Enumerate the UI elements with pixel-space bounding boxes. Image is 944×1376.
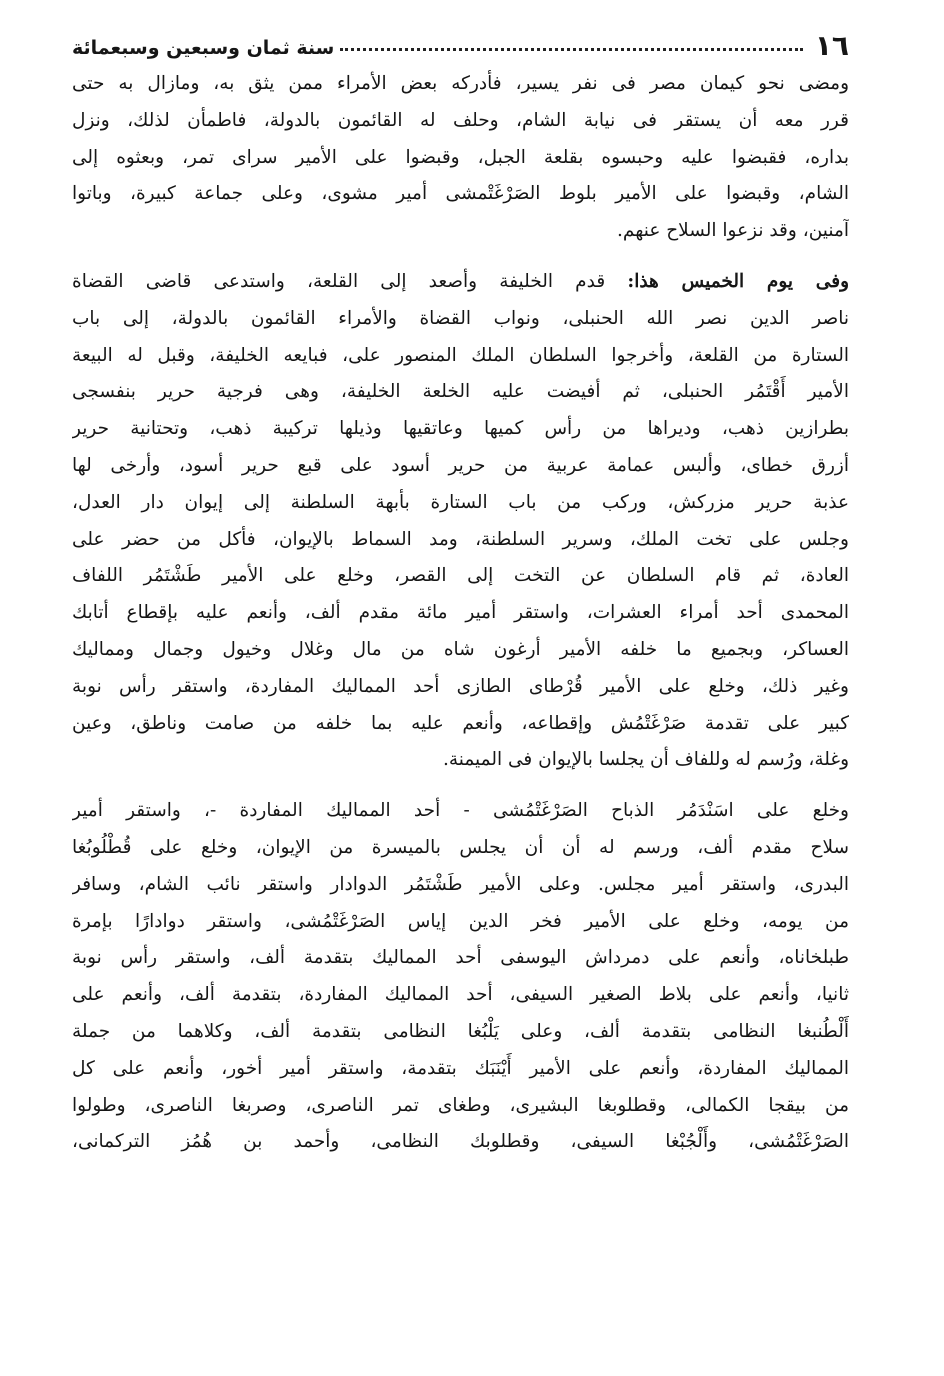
text-line: الصَرْغَتْمُشى، وأَلْجُبْغا السيفى، وقطلوبك النظامى، وأحمد بن هُمُز التركمانى،	[72, 1131, 849, 1153]
text-line: ناصر الدين نصر الله الحنبلى، ونواب القضاة والأمراء القائمون بالدولة، إلى باب	[72, 307, 849, 329]
text-line: وخلع على اسَنْدَمُر الذباح الصَرْغَتْمُشى - أحد المماليك المفاردة -، واستقر أمير	[72, 800, 849, 822]
page-number: ١٦	[814, 29, 849, 62]
text-line: قرر معه أن يستقر فى نيابة الشام، وحلف له القائمون بالدولة، فاطمأن لذلك، ونزل	[72, 109, 849, 131]
text-line: أزرق خطاى، وألبس عمامة عربية من حرير أسود على قبع حرير أسود، وأرخى لها	[72, 454, 849, 476]
text-line: المحمدى أحد أمراء العشرات، واستقر أمير مائة مقدم ألف، وأنعم عليه بإقطاع أتابك	[72, 602, 849, 624]
paragraph-3	[72, 793, 849, 1161]
text-line: بطرازين ذهب، وديراها من رأس كميها وعاتقيها وذيلها تركيبة ذهب، وتحتانية حرير	[72, 418, 849, 440]
text-line: كبير على تقدمة صَرْغَتْمُش وإقطاعه، وأنعم عليه بما خلفه من صامت وناطق، وعين	[72, 712, 849, 734]
text-line: من يومه، وخلع على الأمير فخر الدين إياس الصَرْغَتْمُشى، واستقر دوادارًا بإمرة	[72, 910, 849, 932]
text-line-rest: قدم الخليفة وأصعد إلى القلعة، واستدعى قاضى القضاة	[72, 270, 628, 292]
text-line: طبلخاناه، وأنعم على دمرداش اليوسفى أحد المماليك بتقدمة ألف، واستقر رأس نوبة	[72, 947, 849, 969]
text-line: ومضى نحو كيمان مصر فى نفر يسير، فأدركه بعض الأمراء ممن يثق به، ومازال به حتى	[72, 73, 849, 94]
text-line: الأمير أَقْتَمُر الحنبلى، ثم أفيضت عليه الخلعة الخليفة، وهى فرجية حرير بنفسجى	[72, 381, 849, 403]
text-line: الشام، وقبضوا على الأمير بلوط الصَرْغَتْمشى أمير مشوى، وعلى جماعة كبيرة، وباتوا	[72, 183, 849, 205]
text-line: العادة، ثم قام السلطان عن التخت إلى القصر، وخلع على الأمير طَشْتَمُر اللفاف	[72, 565, 849, 587]
body-text	[72, 66, 849, 1161]
text-line: الستارة من القلعة، وأخرجوا السلطان الملك المنصور على، فبايعه الخليفة، وقبل له البيعة	[72, 344, 849, 366]
text-line: من بيقجا الكمالى، وقطلوبغا البشيرى، وطغاى تمر الناصرى، وصربغا الناصرى، وطولوا	[72, 1094, 849, 1116]
text-line	[72, 264, 849, 301]
running-title: سنة ثمان وسبعين وسبعمائة	[72, 37, 335, 59]
book-page	[72, 22, 849, 1376]
header-dotted-leader	[340, 48, 802, 51]
text-line: المماليك المفاردة، وأنعم على الأمير أَيْنَبَك بتقدمة، واستقر أمير أخور، وأنعم على كل	[72, 1057, 849, 1079]
text-line: وغلة، ورُسم له وللفاف أن يجلسا بالإيوان فى الميمنة.	[442, 749, 849, 771]
text-line: عذبة حرير مزركش، وركب من باب الستارة بأبهة السلطنة إلى إيوان دار العدل،	[72, 491, 849, 513]
paragraph-1	[72, 66, 849, 250]
text-line: سلاح مقدم ألف، ورسم له أن أن يجلس بالميسرة من الإيوان، وخلع على قُطْلُوبُغا	[72, 836, 849, 858]
paragraph-gap	[72, 250, 849, 264]
text-line: أَلْطُنبغا النظامى بتقدمة ألف، وعلى يَلْبُغا النظامى بتقدمة ألف، وكلاهما من جملة	[72, 1020, 849, 1042]
text-line: بداره، فقبضوا عليه وحبسوه بقلعة الجبل، وقبضوا على الأمير سراى تمر، وبعثوه إلى	[72, 146, 849, 168]
text-line: ثانيا، وأنعم على بلاط الصغير السيفى، أحد المماليك المفاردة، بتقدمة ألف، وأنعم على	[72, 984, 849, 1006]
paragraph-2	[72, 264, 849, 779]
text-line: وغير ذلك، وخلع على الأمير قُرْطاى الطازى أحد المماليك المفاردة، واستقر رأس نوبة	[72, 675, 849, 697]
text-line: العساكر، وبجميع ما خلفه الأمير أرغون شاه من مال وغلال وخيول وجمال ومماليك	[72, 638, 849, 660]
text-line: آمنين، وقد نزعوا السلاح عنهم.	[617, 220, 849, 242]
paragraph-lead: وفى يوم الخميس هذا:	[627, 270, 849, 292]
page-header	[72, 22, 849, 60]
text-line: البدرى، واستقر أمير مجلس. وعلى الأمير طَشْتَمُر الدوادار واستقر نائب الشام، وسافر	[72, 873, 849, 895]
paragraph-gap	[72, 779, 849, 793]
text-line: وجلس على تخت الملك، وسرير السلطنة، ومد السماط بالإيوان، فأكل من حضر على	[72, 528, 849, 550]
